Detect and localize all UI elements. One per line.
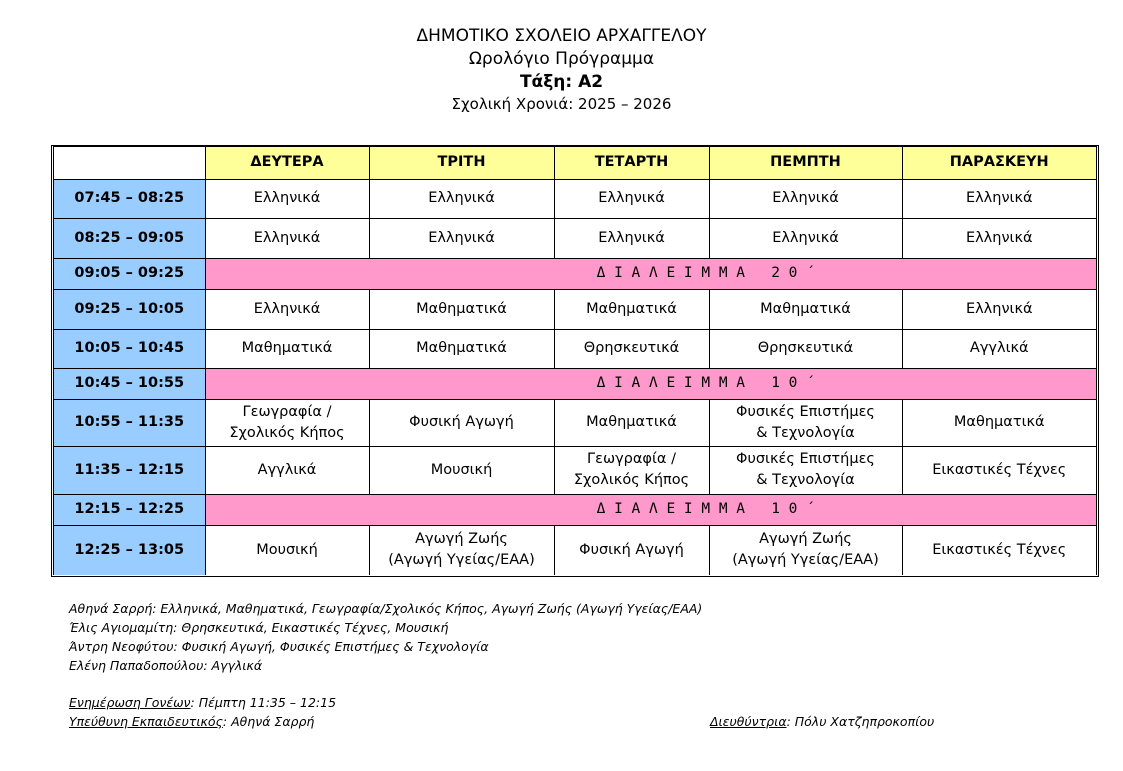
director-value: : Πόλυ Χατζηπροκοπίου xyxy=(786,714,935,729)
schedule-table xyxy=(54,147,1096,575)
responsible-teacher-value: : Αθηνά Σαρρή xyxy=(222,714,315,729)
lesson-row xyxy=(54,399,1096,446)
teacher-line: Ελένη Παπαδοπούλου: Αγγλικά xyxy=(69,658,263,673)
break-cell xyxy=(205,258,1096,289)
day-header: ΤΕΤΑΡΤΗ xyxy=(554,147,709,179)
time-slot: 09:05 – 09:25 xyxy=(54,258,205,289)
time-slot: 12:25 – 13:05 xyxy=(54,525,205,575)
program-title: Ωρολόγιο Πρόγραμμα xyxy=(468,49,655,69)
lesson-cell xyxy=(709,446,902,494)
lesson-cell: Εικαστικές Τέχνες xyxy=(902,525,1096,575)
lesson-cell: Εικαστικές Τέχνες xyxy=(902,446,1096,494)
lesson-line: Γεωγραφία / xyxy=(242,403,332,420)
time-slot: 08:25 – 09:05 xyxy=(54,218,205,258)
lesson-line: Φυσικές Επιστήμες xyxy=(736,403,875,420)
responsible-teacher-label: Υπεύθυνη Εκπαιδευτικός xyxy=(69,714,223,729)
lesson-line: Αγωγή Ζωής xyxy=(759,531,852,548)
school-year: Σχολική Χρονιά: 2025 – 2026 xyxy=(451,95,672,113)
parents-meeting-label: Ενημέρωση Γονέων xyxy=(69,695,191,710)
lesson-cell: Μαθηματικά xyxy=(554,399,709,446)
lesson-cell: Ελληνικά xyxy=(554,179,709,218)
lesson-cell: Ελληνικά xyxy=(709,179,902,218)
director xyxy=(710,714,934,729)
break-row xyxy=(54,494,1096,525)
lesson-cell: Ελληνικά xyxy=(554,218,709,258)
lesson-cell: Αγγλικά xyxy=(205,446,369,494)
lesson-cell: Ελληνικά xyxy=(205,179,369,218)
responsible-teacher xyxy=(69,714,314,729)
time-slot: 12:15 – 12:25 xyxy=(54,494,205,525)
school-name: ΔΗΜΟΤΙΚΟ ΣΧΟΛΕΙΟ ΑΡΧΑΓΓΕΛΟΥ xyxy=(416,26,707,46)
break-cell xyxy=(205,368,1096,399)
lesson-cell xyxy=(369,525,554,575)
break-cell xyxy=(205,494,1096,525)
lesson-cell: Μαθηματικά xyxy=(369,289,554,329)
lesson-cell: Ελληνικά xyxy=(902,218,1096,258)
lesson-line: Αγωγή Ζωής xyxy=(415,531,508,548)
time-slot: 11:35 – 12:15 xyxy=(54,446,205,494)
lesson-cell xyxy=(205,399,369,446)
class-title: Τάξη: Α2 xyxy=(519,72,604,92)
time-slot: 10:05 – 10:45 xyxy=(54,329,205,368)
lesson-cell: Μαθηματικά xyxy=(902,399,1096,446)
lesson-row xyxy=(54,218,1096,258)
lesson-cell: Ελληνικά xyxy=(205,218,369,258)
lesson-cell: Μουσική xyxy=(205,525,369,575)
lesson-line: Σχολικός Κήπος xyxy=(229,424,345,441)
lesson-cell xyxy=(709,525,902,575)
lesson-row xyxy=(54,179,1096,218)
lesson-line: Φυσικές Επιστήμες xyxy=(736,451,875,467)
lesson-line: (Αγωγή Υγείας/ΕΑΑ) xyxy=(388,552,535,569)
lesson-cell: Αγγλικά xyxy=(902,329,1096,368)
lesson-line: Σχολικός Κήπος xyxy=(573,472,690,488)
lesson-cell xyxy=(554,446,709,494)
lesson-row xyxy=(54,446,1096,494)
parents-meeting xyxy=(69,695,336,710)
director-label: Διευθύντρια xyxy=(710,714,787,729)
day-header: ΔΕΥΤΕΡΑ xyxy=(205,147,369,179)
break-label: Δ Ι Α Λ Ε Ι Μ Μ Α 2 0 ΄ xyxy=(596,265,815,281)
schedule-table-frame xyxy=(51,145,1099,577)
lesson-cell: Μαθηματικά xyxy=(709,289,902,329)
break-label: Δ Ι Α Λ Ε Ι Μ Μ Α 1 0 ΄ xyxy=(596,375,815,391)
day-header: ΠΕΜΠΤΗ xyxy=(709,147,902,179)
lesson-row xyxy=(54,329,1096,368)
break-label: Δ Ι Α Λ Ε Ι Μ Μ Α 1 0 ΄ xyxy=(596,501,815,517)
lesson-cell: Μαθηματικά xyxy=(205,329,369,368)
teacher-line: Αθηνά Σαρρή: Ελληνικά, Μαθηματικά, Γεωγραφία/Σχολικός Κήπος, Αγωγή Ζωής (Αγωγή Υγείας/ΕΑΑ) xyxy=(69,601,703,616)
lesson-cell: Ελληνικά xyxy=(902,289,1096,329)
lesson-line: & Τεχνολογία xyxy=(756,472,855,488)
lesson-row xyxy=(54,525,1096,575)
lesson-line: & Τεχνολογία xyxy=(756,424,855,441)
day-header: ΤΡΙΤΗ xyxy=(369,147,554,179)
lesson-cell: Θρησκευτικά xyxy=(709,329,902,368)
time-slot: 10:55 – 11:35 xyxy=(54,399,205,446)
lesson-cell: Μαθηματικά xyxy=(369,329,554,368)
lesson-line: (Αγωγή Υγείας/ΕΑΑ) xyxy=(732,552,879,569)
lesson-cell xyxy=(709,399,902,446)
time-slot: 09:25 – 10:05 xyxy=(54,289,205,329)
lesson-cell: Μαθηματικά xyxy=(554,289,709,329)
lesson-cell: Ελληνικά xyxy=(709,218,902,258)
corner-cell xyxy=(54,147,205,179)
lesson-row xyxy=(54,289,1096,329)
break-row xyxy=(54,368,1096,399)
lesson-cell: Μουσική xyxy=(369,446,554,494)
break-row xyxy=(54,258,1096,289)
lesson-cell: Ελληνικά xyxy=(902,179,1096,218)
teacher-line: Άντρη Νεοφύτου: Φυσική Αγωγή, Φυσικές Επιστήμες & Τεχνολογία xyxy=(69,639,489,654)
time-slot: 07:45 – 08:25 xyxy=(54,179,205,218)
day-header: ΠΑΡΑΣΚΕΥΗ xyxy=(902,147,1096,179)
lesson-cell: Φυσική Αγωγή xyxy=(554,525,709,575)
lesson-cell: Θρησκευτικά xyxy=(554,329,709,368)
lesson-cell: Φυσική Αγωγή xyxy=(369,399,554,446)
day-header-row xyxy=(54,147,1096,179)
parents-meeting-value: : Πέμπτη 11:35 – 12:15 xyxy=(190,695,337,710)
lesson-cell: Ελληνικά xyxy=(205,289,369,329)
teacher-line: Έλις Αγιομαμίτη: Θρησκευτικά, Εικαστικές Τέχνες, Μουσική xyxy=(69,620,449,635)
time-slot: 10:45 – 10:55 xyxy=(54,368,205,399)
lesson-line: Γεωγραφία / xyxy=(587,451,676,467)
lesson-cell: Ελληνικά xyxy=(369,179,554,218)
lesson-cell: Ελληνικά xyxy=(369,218,554,258)
